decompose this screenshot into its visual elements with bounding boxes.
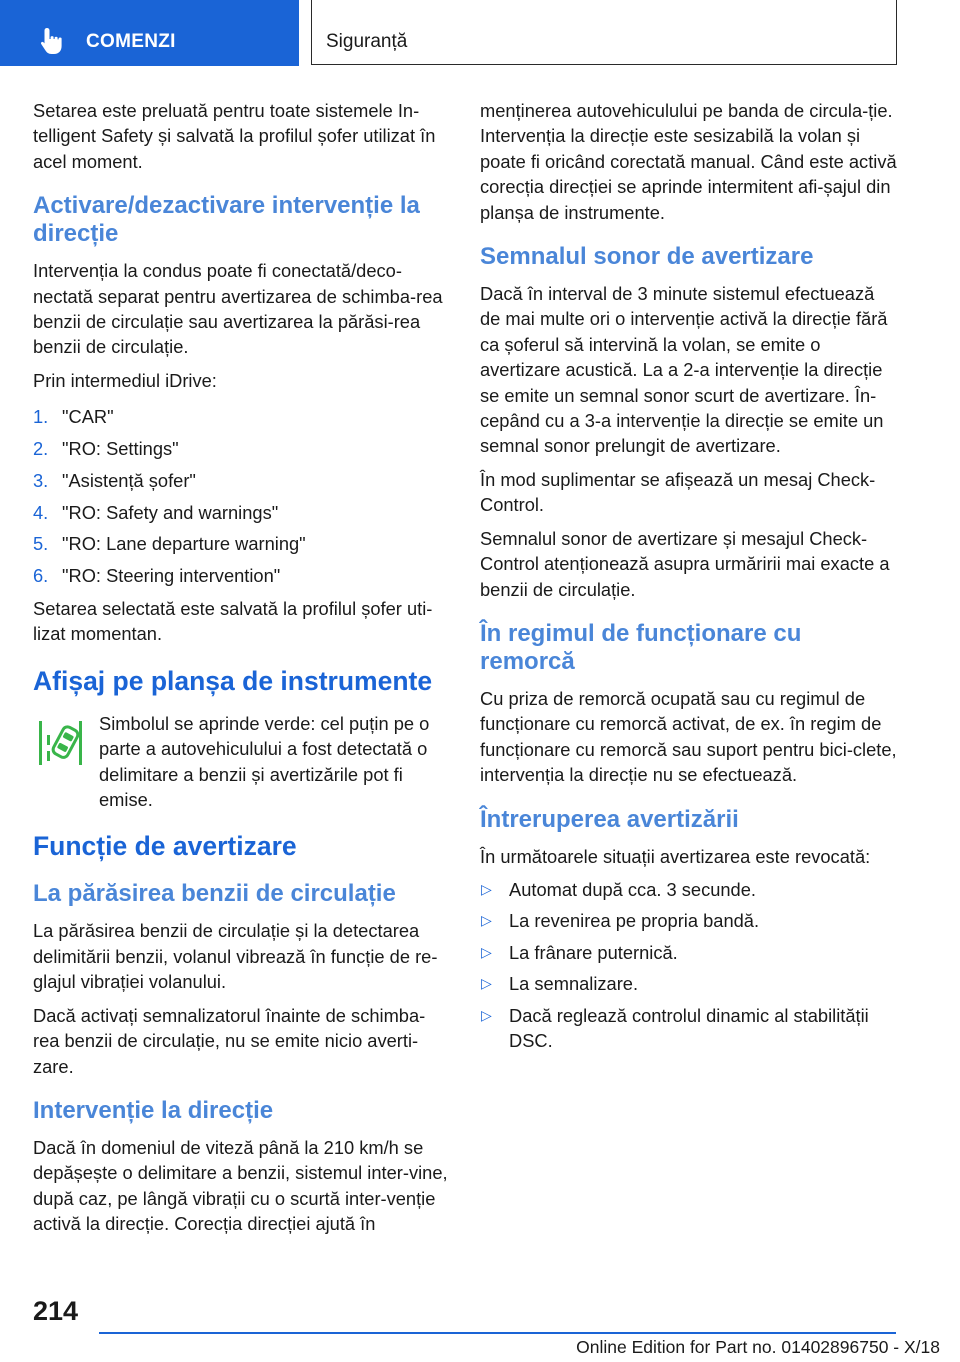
saved-paragraph: Setarea selectată este salvată la profilul șofer uti-lizat momentan. bbox=[33, 598, 433, 645]
bullet-triangle-icon: ▷ bbox=[481, 943, 492, 960]
idrive-paragraph: Prin intermediul iDrive: bbox=[33, 369, 217, 391]
trailer-paragraph: Cu priza de remorcă ocupată sau cu regimul de funcționare cu remorcă activat, de ex. în regim de funcționare cu remorcă sau suport pentru bici-clete, intervenția la direcție nu se efectuează. bbox=[480, 687, 897, 786]
interrupt-paragraph: În următoarele situații avertizarea este revocată: bbox=[480, 845, 871, 867]
interrupt-conditions-list bbox=[480, 877, 898, 1053]
bullet-triangle-icon: ▷ bbox=[481, 1006, 492, 1023]
bullet-triangle-icon: ▷ bbox=[481, 880, 492, 897]
list-item: 6. "RO: Steering intervention" bbox=[33, 565, 281, 587]
list-item: 4. "RO: Safety and warnings" bbox=[33, 501, 279, 523]
footer-divider bbox=[99, 1332, 896, 1334]
edition-footer: Online Edition for Part no. 01402896750 - X/18 bbox=[576, 1337, 940, 1357]
list-item: 3. "Asistență șofer" bbox=[33, 469, 196, 491]
lane-departure-icon bbox=[37, 715, 85, 767]
list-item: 2. "RO: Settings" bbox=[33, 438, 179, 460]
page-number: 214 bbox=[33, 1296, 79, 1326]
intervention-paragraph: Dacă în domeniul de viteză până la 210 km/h se depășește o delimitare a benzii, sistemul inter-vine, după caz, pe lângă vibrații cu o scurtă inter-venție activă la direcție. Corecția direcției ajută în bbox=[33, 1136, 448, 1235]
heading-warning-function: Funcție de avertizare bbox=[33, 831, 297, 862]
acoustic-paragraph-3: Semnalul sonor de avertizare și mesajul Check-Control atenționează asupra urmăririi mai exacte a benzii de circulație. bbox=[480, 527, 890, 600]
list-item: 1. "CAR" bbox=[33, 406, 114, 428]
list-item: ▷ La revenirea pe propria bandă. bbox=[480, 908, 898, 933]
hand-pointer-icon bbox=[38, 26, 68, 56]
leaving-paragraph-1: La părăsirea benzii de circulație și la detectarea delimitării benzii, volanul vibrează în funcție de re-glajul vibrației volanului. bbox=[33, 920, 438, 993]
activation-paragraph: Intervenția la condus poate fi conectată/deco-nectată separat pentru avertizarea de schimba-rea benzii de circulație sau avertizarea la părăsi-rea benzii de circulație. bbox=[33, 260, 443, 358]
bullet-triangle-icon: ▷ bbox=[481, 912, 492, 929]
symbol-paragraph: Simbolul se aprinde verde: cel puțin pe o parte a autovehiculului a fost detectată o delimitare a benzii și avertizările pot fi emise. bbox=[99, 712, 430, 811]
section-title-tab bbox=[311, 0, 897, 65]
continuation-paragraph: menținerea autovehiculului pe banda de circula-ție. Intervenția la direcție este sesizabilă la volan și poate fi oricând corectată manual. Când este activă corecția direcției se aprinde intermitent afi-șajul din planșa de instrumente. bbox=[480, 100, 897, 223]
intro-paragraph: Setarea este preluată pentru toate sistemele In-telligent Safety și salvată la profilul șofer utilizat în acel moment. bbox=[33, 100, 436, 172]
acoustic-paragraph-2: În mod suplimentar se afișează un mesaj Check-Control. bbox=[480, 468, 876, 516]
list-item: ▷ La semnalizare. bbox=[480, 971, 898, 996]
list-item: ▷ La frânare puternică. bbox=[480, 940, 898, 965]
list-item: ▷ Dacă reglează controlul dinamic al stabilității DSC. bbox=[481, 1004, 869, 1051]
heading-acoustic-warning: Semnalul sonor de avertizare bbox=[480, 243, 814, 271]
bullet-triangle-icon: ▷ bbox=[481, 975, 492, 992]
list-item: 5. "RO: Lane departure warning" bbox=[33, 533, 306, 555]
right-column bbox=[480, 98, 898, 1059]
heading-trailer-mode: În regimul de funcționare cu remorcă bbox=[480, 619, 802, 675]
acoustic-paragraph-1: Dacă în interval de 3 minute sistemul efectuează de mai multe ori o intervenție activă la direcție fără ca șoferul să intervină la volan, se emite o avertizare acustică. La a 2-a intervenție la direcție se emite un semnal sonor scurt de avertizare. În-cepând cu a 3-a intervenție la direcție se emite un semnal sonor prelungit de avertizare. bbox=[480, 283, 888, 457]
heading-activation: Activare/dezactivare intervenție la direcție bbox=[33, 192, 420, 248]
symbol-paragraph-block bbox=[33, 711, 451, 813]
commands-tab[interactable] bbox=[0, 0, 299, 66]
leaving-paragraph-2: Dacă activați semnalizatorul înainte de schimba-rea benzii de circulație, nu se emite nicio averti-zare. bbox=[33, 1004, 426, 1077]
heading-interrupt-warning: Întreruperea avertizării bbox=[480, 805, 739, 833]
section-title: Siguranță bbox=[326, 31, 408, 52]
heading-steering-intervention: Intervenție la direcție bbox=[33, 1096, 274, 1124]
commands-tab-label: COMENZI bbox=[86, 31, 176, 52]
list-item: ▷ Automat după cca. 3 secunde. bbox=[480, 877, 898, 902]
heading-leaving-lane: La părăsirea benzii de circulație bbox=[33, 880, 396, 908]
heading-display: Afișaj pe planșa de instrumente bbox=[33, 665, 433, 696]
idrive-steps bbox=[33, 401, 451, 592]
left-column bbox=[33, 98, 451, 1245]
